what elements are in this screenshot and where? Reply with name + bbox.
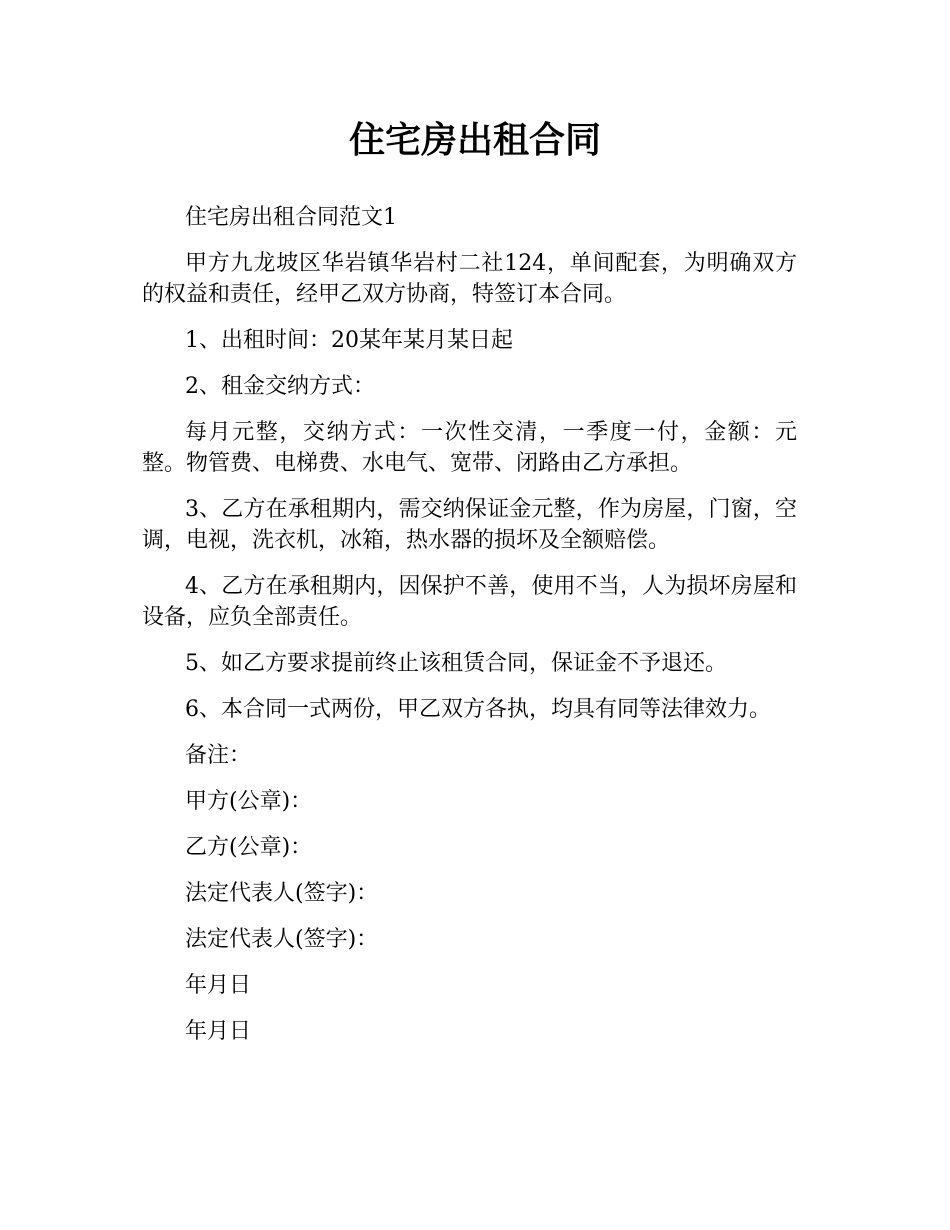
- payment-details-paragraph: 每月元整，交纳方式：一次性交清，一季度一付，金额：元整。物管费、电梯费、水电气、宽带、闭路由乙方承担。: [142, 420, 797, 476]
- page-title: 住宅房出租合同: [348, 120, 601, 161]
- clause-deposit: 3、乙方在承租期内，需交纳保证金元整，作为房屋，门窗，空调，电视，洗衣机，冰箱，热水器的损坏及全额赔偿。: [142, 497, 797, 553]
- date-line: 年月日: [185, 1019, 252, 1044]
- legal-rep-signature-line: 法定代表人(签字)：: [185, 881, 379, 906]
- party-b-seal-line: 乙方(公章)：: [185, 835, 313, 860]
- clause-damage-liability: 4、乙方在承租期内，因保护不善，使用不当，人为损坏房屋和设备，应负全部责任。: [142, 574, 797, 630]
- intro-paragraph: 甲方九龙坡区华岩镇华岩村二社124，单间配套，为明确双方的权益和责任，经甲乙双方协商，特签订本合同。: [142, 251, 797, 307]
- subtitle-paragraph: 住宅房出租合同范文1: [185, 205, 397, 230]
- legal-rep-signature-line: 法定代表人(签字)：: [185, 927, 379, 952]
- remarks-label: 备注：: [185, 743, 252, 768]
- clause-payment-method: 2、租金交纳方式：: [185, 374, 375, 399]
- clause-copies: 6、本合同一式两份，甲乙双方各执，均具有同等法律效力。: [185, 697, 771, 722]
- clause-rental-period: 1、出租时间：20某年某月某日起: [185, 328, 513, 353]
- party-a-seal-line: 甲方(公章)：: [185, 789, 313, 814]
- clause-early-termination: 5、如乙方要求提前终止该租赁合同，保证金不予退还。: [185, 651, 727, 676]
- document-body: [142, 202, 797, 1062]
- date-line: 年月日: [185, 973, 252, 998]
